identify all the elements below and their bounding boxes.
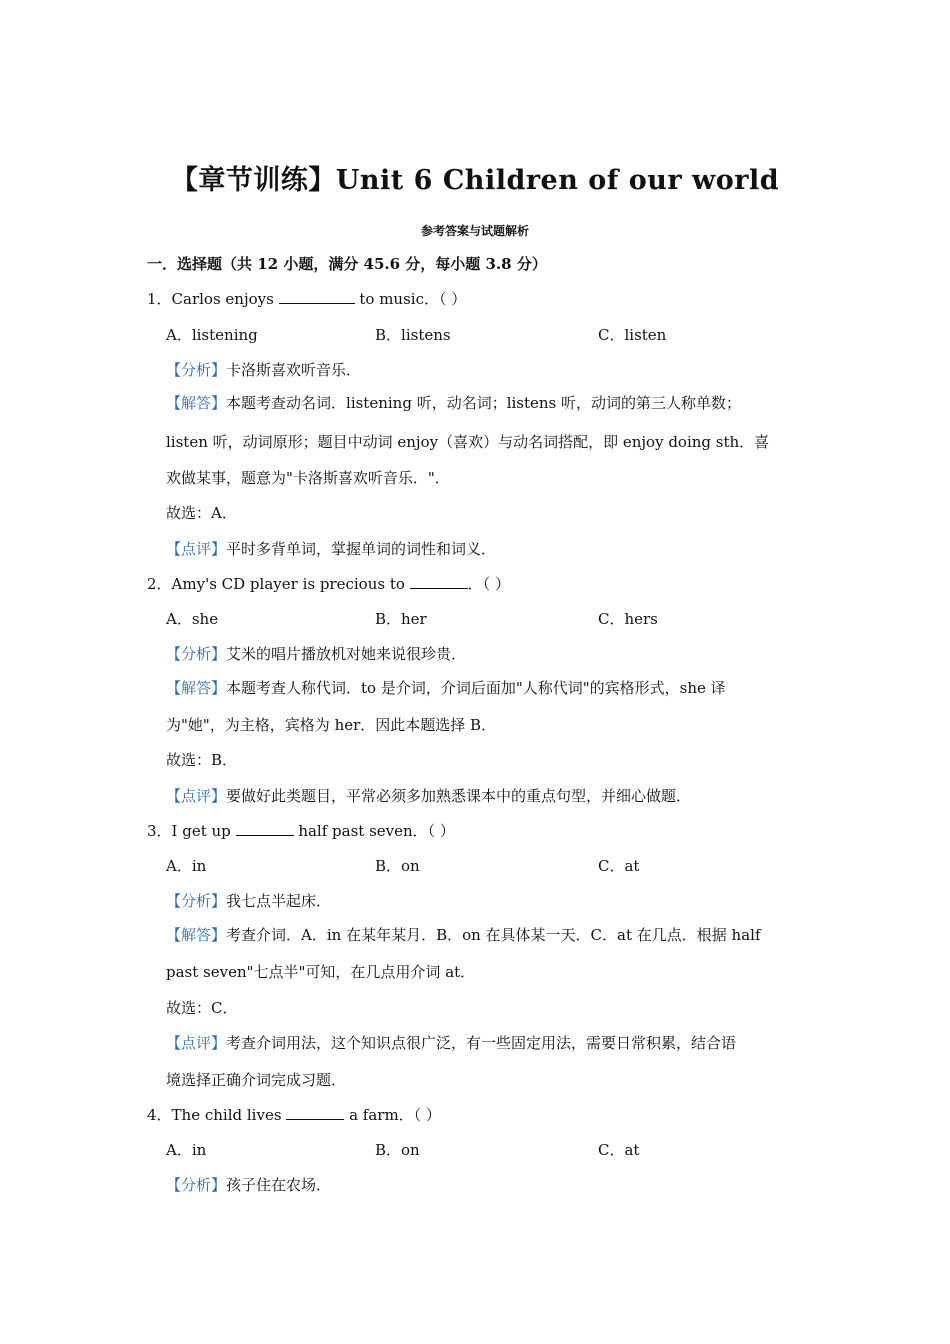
question-1-option-b: B．listens — [375, 326, 451, 344]
question-1-answer-line-2: listen 听，动词原形；题目中动词 enjoy（喜欢）与动名词搭配，即 enjoy doing sth．喜 — [166, 433, 770, 451]
question-2-choice: 故选：B． — [166, 751, 238, 769]
question-3-option-a: A．in — [166, 857, 207, 875]
answer-blank — [236, 821, 294, 836]
question-4-option-c: C．at — [598, 1141, 640, 1159]
document-title: 【章节训练】Unit 6 Children of our world — [170, 165, 780, 196]
question-2-option-c: C．hers — [598, 610, 658, 628]
question-3-comment-line-2: 境选择正确介词完成习题． — [166, 1071, 347, 1089]
question-3-choice: 故选：C． — [166, 999, 238, 1017]
question-2-answer: 【解答】本题考查人称代词．to 是介词，介词后面加"人称代词"的宾格形式，she 译 — [166, 679, 726, 697]
answer-blank — [410, 574, 468, 589]
question-4-option-a: A．in — [166, 1141, 207, 1159]
question-3-answer-line-2: past seven"七点半"可知，在几点用介词 at． — [166, 963, 476, 981]
answer-blank — [279, 289, 355, 304]
answer-blank — [286, 1105, 344, 1120]
question-3-stem: 3．I get up half past seven．（ ） — [147, 822, 455, 840]
question-3-option-b: B．on — [375, 857, 420, 875]
question-1-choice: 故选：A． — [166, 504, 237, 522]
question-3-analysis: 【分析】我七点半起床． — [166, 892, 332, 910]
question-4-analysis: 【分析】孩子住在农场． — [166, 1176, 332, 1194]
question-2-answer-line-2: 为"她"，为主格，宾格为 her．因此本题选择 B． — [166, 716, 497, 734]
question-2-analysis: 【分析】艾米的唱片播放机对她来说很珍贵． — [166, 645, 467, 663]
question-1-option-c: C．listen — [598, 326, 667, 344]
question-4-option-b: B．on — [375, 1141, 420, 1159]
question-1-analysis: 【分析】卡洛斯喜欢听音乐． — [166, 361, 362, 379]
question-1-answer-line-3: 欢做某事，题意为"卡洛斯喜欢听音乐．"． — [166, 469, 450, 487]
question-2-stem: 2．Amy's CD player is precious to ．（ ） — [147, 575, 510, 593]
question-3-option-c: C．at — [598, 857, 640, 875]
question-1-answer: 【解答】本题考查动名词．listening 听，动名词；listens 听，动词的第三人称单数； — [166, 394, 742, 412]
question-3-answer: 【解答】考查介词．A．in 在某年某月．B．on 在具体某一天．C．at 在几点．根据 half — [166, 926, 761, 944]
question-1-comment: 【点评】平时多背单词，掌握单词的词性和词义． — [166, 540, 497, 558]
question-2-comment: 【点评】要做好此类题目，平常必须多加熟悉课本中的重点句型，并细心做题． — [166, 787, 692, 805]
question-2-option-a: A．she — [166, 610, 219, 628]
document-subtitle: 参考答案与试题解析 — [420, 224, 529, 238]
question-2-option-b: B．her — [375, 610, 427, 628]
question-1-stem: 1．Carlos enjoys to music．（ ） — [147, 290, 467, 308]
question-4-stem: 4．The child lives a farm．（ ） — [147, 1106, 441, 1124]
question-3-comment: 【点评】考查介词用法，这个知识点很广泛，有一些固定用法，需要日常积累，结合语 — [166, 1034, 737, 1052]
question-1-option-a: A．listening — [166, 326, 258, 344]
section-heading: 一．选择题（共 12 小题，满分 45.6 分，每小题 3.8 分） — [147, 255, 547, 273]
